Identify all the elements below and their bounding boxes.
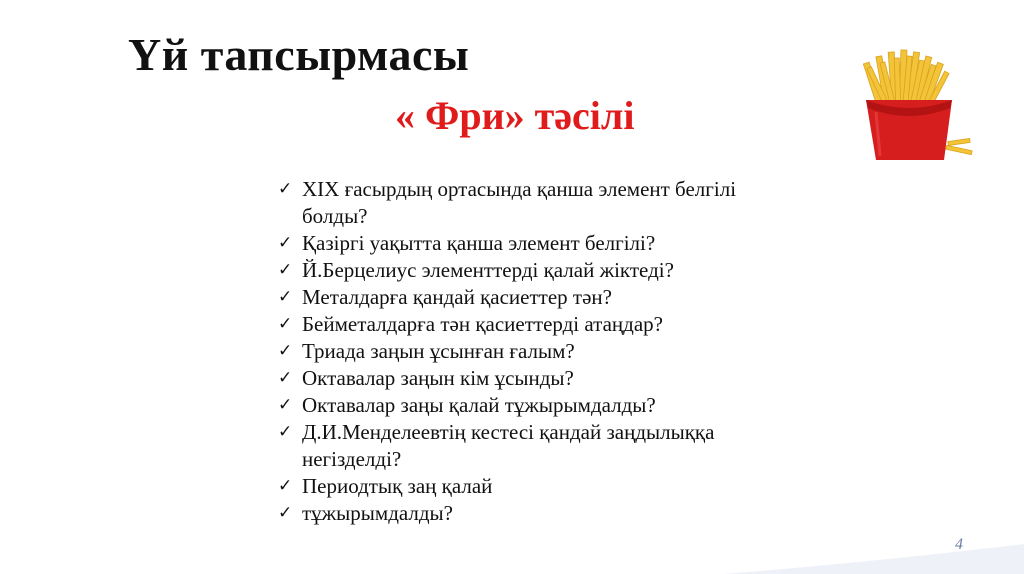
list-item	[278, 230, 798, 257]
question-text: Металдарға қандай қасиеттер тән?	[302, 285, 612, 309]
checkmark-icon: ✓	[278, 368, 293, 388]
question-text: Октавалар заңы қалай тұжырымдалды?	[302, 393, 656, 417]
checkmark-icon: ✓	[278, 233, 293, 253]
list-item	[278, 284, 798, 311]
list-item	[278, 365, 798, 392]
checkmark-icon: ✓	[278, 476, 293, 496]
checkmark-icon: ✓	[278, 503, 293, 523]
question-text: Д.И.Менделеевтің кестесі қандай заңдылыққа негізделді?	[302, 420, 715, 471]
list-item	[278, 176, 798, 230]
page-number: 4	[955, 536, 963, 553]
french-fries-icon	[848, 48, 976, 164]
list-item	[278, 338, 798, 365]
checkmark-icon: ✓	[278, 422, 293, 442]
checkmark-icon: ✓	[278, 314, 293, 334]
question-text: Бейметалдарға тән қасиеттерді атаңдар?	[302, 312, 663, 336]
list-item	[278, 500, 798, 527]
checkmark-icon: ✓	[278, 260, 293, 280]
question-text: XIX ғасырдың ортасында қанша элемент белгілі болды?	[302, 177, 737, 228]
question-text: Қазіргі уақытта қанша элемент белгілі?	[302, 231, 656, 255]
checkmark-icon: ✓	[278, 341, 293, 361]
question-text: Триада заңын ұсынған ғалым?	[302, 339, 575, 363]
question-text: Октавалар заңын кім ұсынды?	[302, 366, 574, 390]
question-list	[278, 176, 798, 527]
list-item	[278, 311, 798, 338]
list-item	[278, 419, 798, 473]
slide-subtitle: « Фри» тәсілі	[395, 93, 635, 138]
corner-decoration	[724, 544, 1024, 574]
checkmark-icon: ✓	[278, 179, 293, 199]
question-text: тұжырымдалды?	[302, 501, 453, 525]
question-text: Й.Берцелиус элементтерді қалай жіктеді?	[302, 258, 674, 282]
checkmark-icon: ✓	[278, 395, 293, 415]
question-text: Периодтық заң қалай	[302, 474, 493, 498]
list-item	[278, 392, 798, 419]
slide-title: Үй тапсырмасы	[128, 29, 470, 80]
list-item	[278, 257, 798, 284]
checkmark-icon: ✓	[278, 287, 293, 307]
list-item	[278, 473, 798, 500]
